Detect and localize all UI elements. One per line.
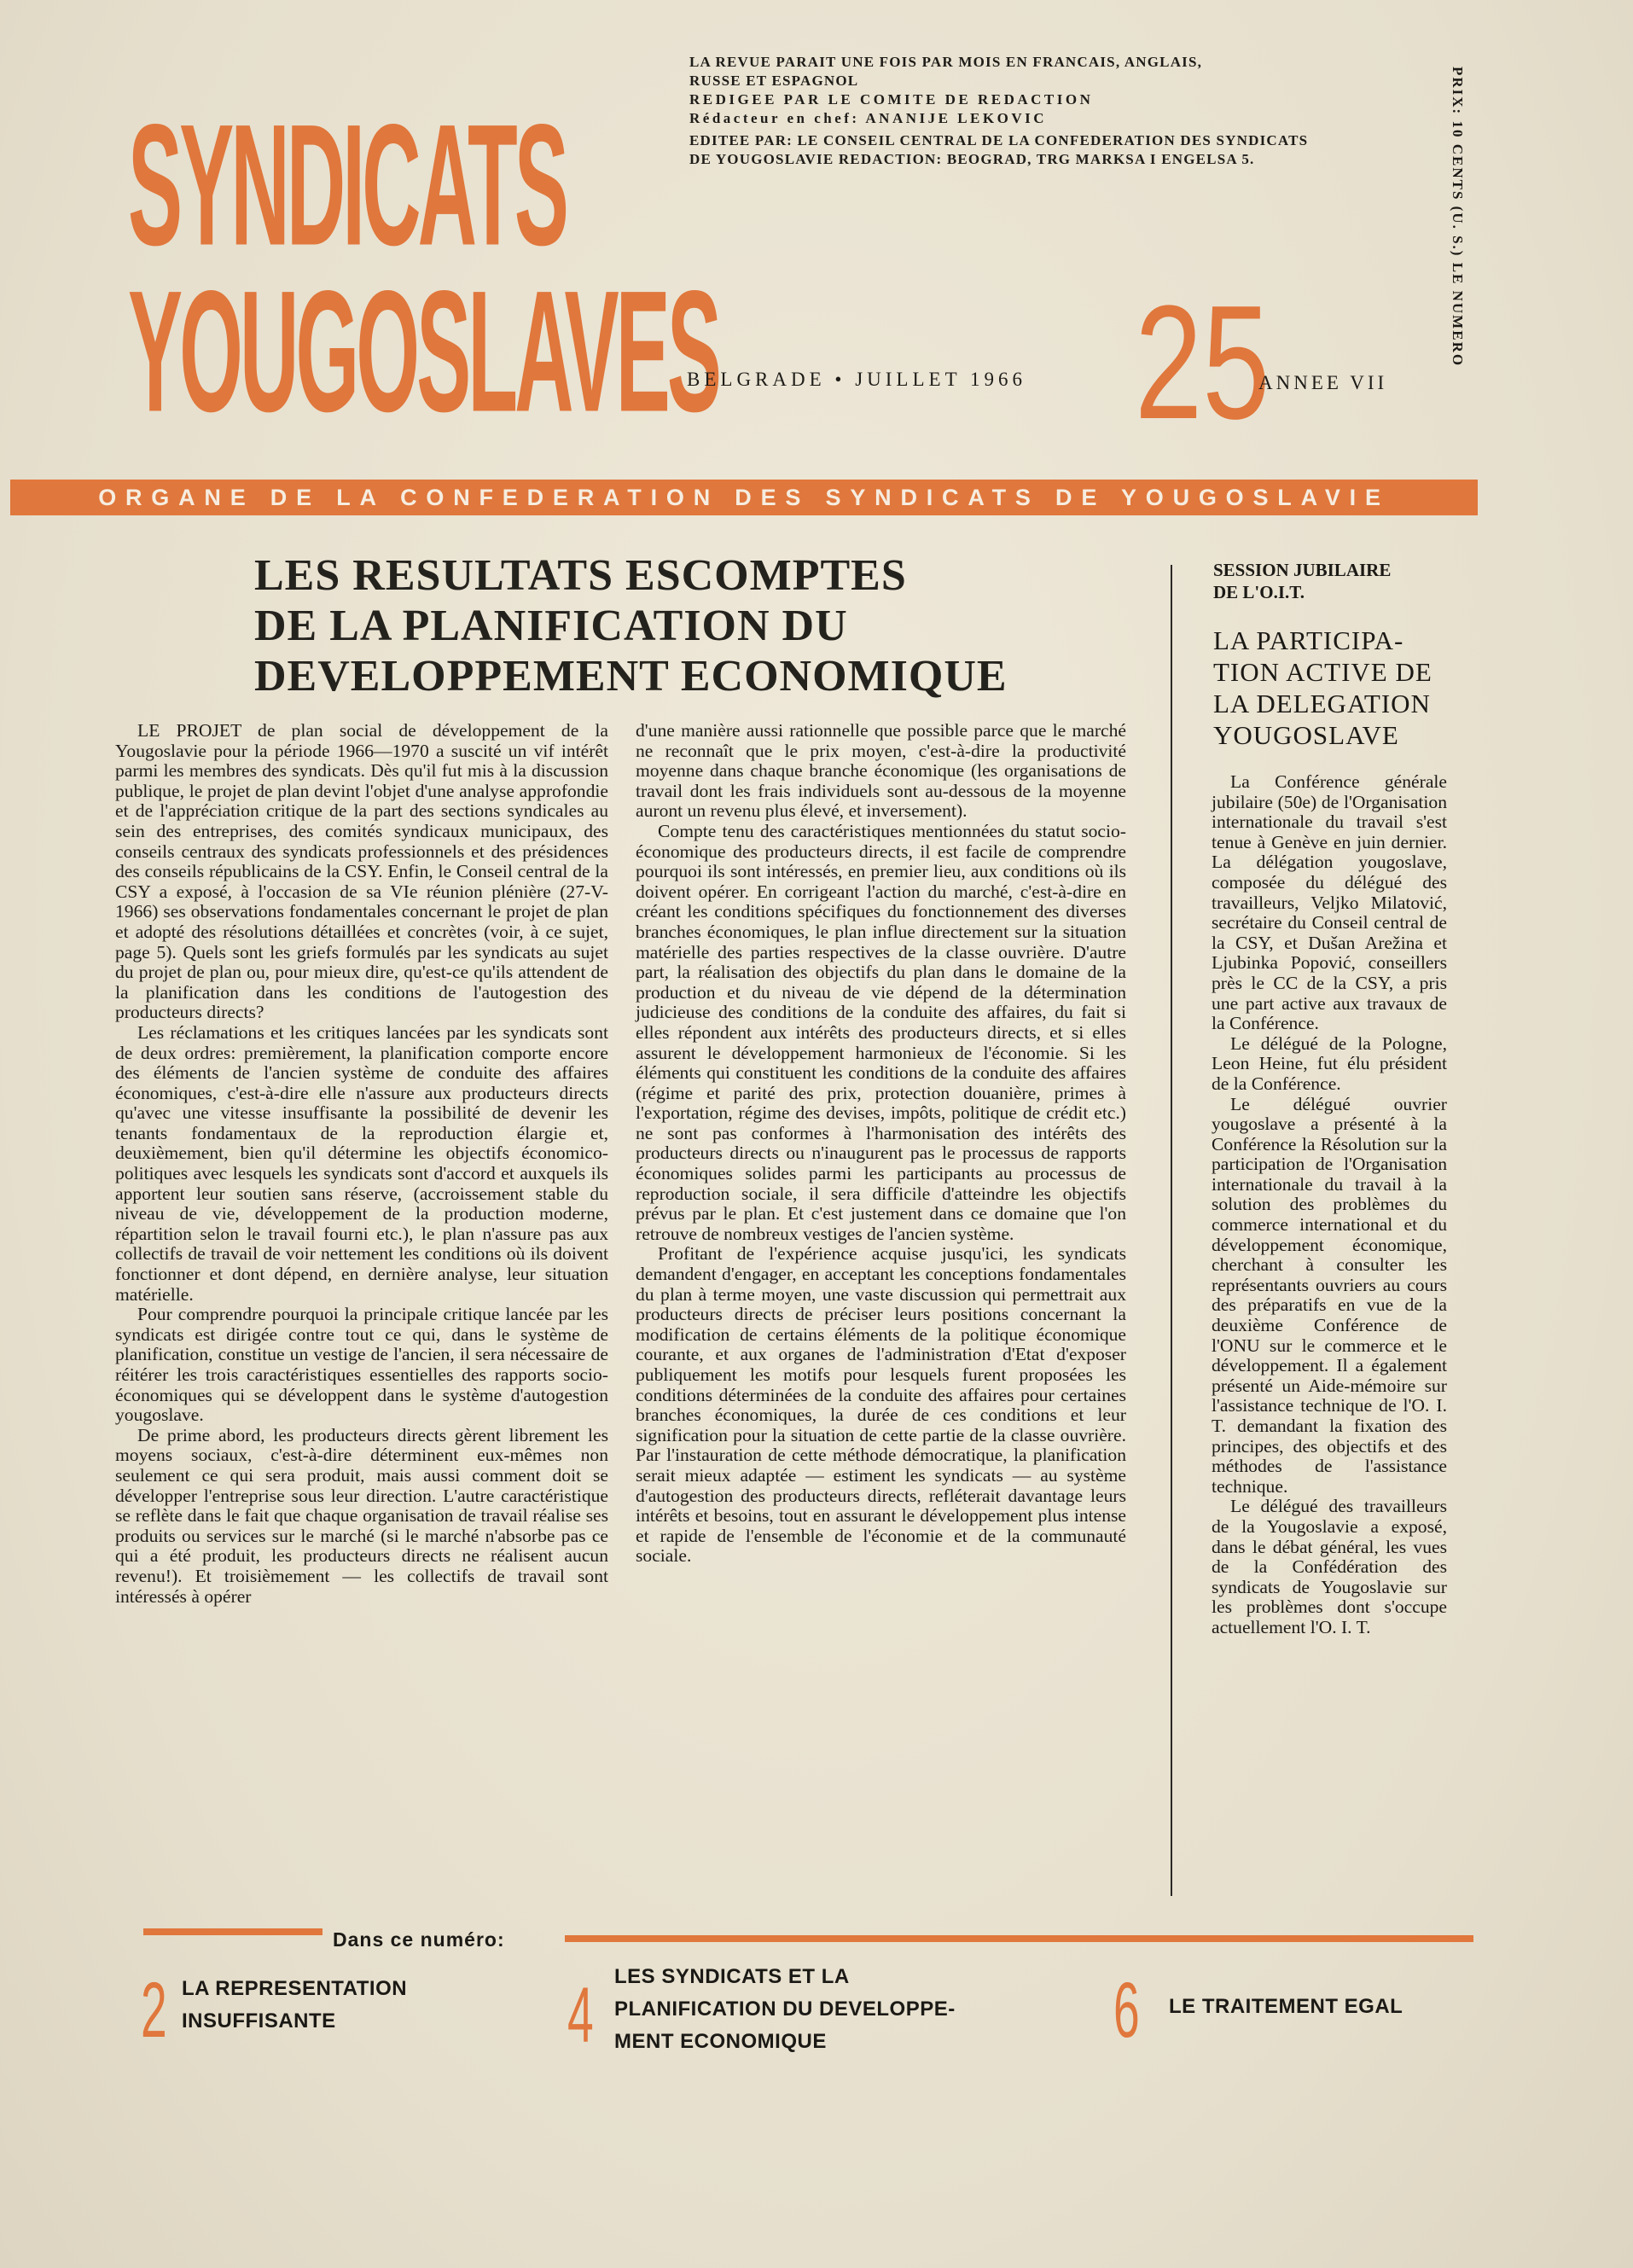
info-line: RUSSE ET ESPAGNOL <box>689 73 859 89</box>
paragraph: Les réclamations et les critiques lancées par les syndicats sont de deux ordres: premièrement, la planification comporte encore des éléments de l'ancien système de conduite des affaires économiques, c'est-à-dire elle n'assure aux producteurs directs qu'avec une vitesse insuffisante la possibilité de devenir les tenants fondamentaux de la reproduction élargie et, deuxièmement, bien qu'il détermine les objectifs économico-politiques avec lesquels les syndicats sont d'accord et auxquels ils apportent leur soutien sans réserve, (accroissement stable du niveau de vie, développement de la production moderne, répartition selon le travail fourni etc.), le plan n'assure pas aux collectifs de travail de voir nettement les conditions où ils doivent fonctionner et dont dépend, en dernière analyse, leur situation matérielle. <box>115 1021 608 1305</box>
info-line: LA REVUE PARAIT UNE FOIS PAR MOIS EN FRANCAIS, ANGLAIS, <box>689 54 1203 70</box>
paragraph: Pour comprendre pourquoi la principale critique lancée par les syndicats est dirigée contre tout ce qui, dans le système de planification, constitue un vestige de l'ancien, il sera nécessaire de réitérer les trois caractéristiques essentielles des rapports socio-économiques qui se développent dans le système d'autogestion yougoslave. <box>115 1304 608 1426</box>
headline-line: LES RESULTATS ESCOMPTES <box>254 551 907 600</box>
sidebar-kicker <box>1213 559 1444 603</box>
sidebar-headline-line: LA DELEGATION <box>1213 689 1431 718</box>
article-headline <box>254 550 1022 701</box>
article-column-2 <box>636 721 1126 1567</box>
dateline: BELGRADE • JUILLET 1966 <box>687 369 1026 390</box>
paragraph: Compte tenu des caractéristiques mentionnées du statut socio-économique des producteurs directs, il est facile de comprendre pourquoi ils sont intéressés, en premier lieu, aux conditions où ils doivent opérer. En corrigeant l'action du marché, c'est-à-dire en créant les conditions spécifiques du fonctionnement des diverses branches économiques, le plan influe directement sur la situation matérielle des parties respectives de la classe ouvrière. D'autre part, la réalisation des objectifs du plan dans le domaine de la production et du niveau de vie dépend de la détermination judicieuse des conditions de la conduite des affaires, du fait si elles répondent aux intérêts des producteurs directs, et si elles assurent le développement harmonieux de l'économie. Si les éléments qui constituent les conditions de la conduite des affaires (régime et parité des prix, protection douanière, primes à l'exportation, régime des devises, impôts, politique de crédit etc.) ne sont pas conformes à l'harmonisation des intérêts des producteurs directs ou n'inaugurent pas le processus de rapports économiques solides parmi les participants au processus de reproduction sociale, il sera difficile d'atteindre les objectifs prévus par le plan. Et c'est justement dans ce domaine que l'on retrouve de nombreux vestiges de l'ancien système. <box>636 820 1126 1244</box>
toc-title-line: LA REPRESENTATION <box>182 1977 408 2000</box>
info-line: EDITEE PAR: LE CONSEIL CENTRAL DE LA CONFEDERATION DES SYNDICATS <box>689 132 1309 148</box>
masthead-info <box>689 53 1423 169</box>
toc-title-line: LE TRAITEMENT EGAL <box>1169 1995 1403 2018</box>
toc-rule-left <box>143 1928 323 1935</box>
issue-number: 25 <box>1135 272 1270 453</box>
info-line: DE YOUGOSLAVIE REDACTION: BEOGRAD, TRG MARKSA I ENGELSA 5. <box>689 151 1255 167</box>
toc-title-line: INSUFFISANTE <box>182 2009 336 2032</box>
toc-title-line: PLANIFICATION DU DEVELOPPE- <box>614 1998 956 2021</box>
organ-band: ORGANE DE LA CONFEDERATION DES SYNDICATS DE YOUGOSLAVIE <box>10 480 1478 515</box>
article-column-1 <box>115 721 608 1607</box>
masthead-title-line2: YOUGOSLAVES <box>128 253 719 448</box>
headline-line: DEVELOPPEMENT ECONOMIQUE <box>254 652 1008 701</box>
column-divider <box>1171 565 1172 1896</box>
paragraph: Profitant de l'expérience acquise jusqu'ici, les syndicats demandent d'engager, en acceptant les conceptions fondamentales du plan à terme moyen, une vaste discussion qui permettrait aux producteurs directs de préciser leurs positions concernant la modification de certains éléments de la politique économique courante, et aux organes de l'administration d'Etat d'exposer publiquement les motifs pour lesquels furent proposées les conditions déterminées de la conduite des affaires pour certaines branches économiques, la durée de ces conditions et leur signification pour la situation de cette partie de la classe ouvrière. Par l'instauration de cette méthode démocratique, la planification serait mieux adaptée — estiment les syndicats — au système d'autogestion des producteurs directs, refléterait davantage leurs intérêts et besoins, tout en assurant le développement plus intense et rapide de l'ensemble de l'économie et de la communauté sociale. <box>636 1243 1126 1567</box>
paragraph: Le délégué des travailleurs de la Yougoslavie a exposé, dans le débat général, les vues de la Confédération des syndicats de Yougoslavie sur les problèmes dont s'occupe actuellement l'O. I. T. <box>1212 1496 1447 1637</box>
toc-page-number: 6 <box>1113 1967 1140 2054</box>
toc-page-number: 4 <box>567 1972 594 2059</box>
annee: ANNEE VII <box>1258 372 1388 393</box>
info-line: REDIGEE PAR LE COMITE DE REDACTION <box>689 91 1094 108</box>
sidebar-headline-line: YOUGOSLAVE <box>1213 720 1399 750</box>
paragraph: De prime abord, les producteurs directs gèrent librement les moyens sociaux, c'est-à-dire déterminent eux-mêmes non seulement ce qui sera produit, mais aussi comment doit se développer l'entreprise sous leur direction. L'autre caractéristique se reflète dans le fait que chaque organisation de travail réalise ses produits ou services sur le marché (si le marché n'absorbe pas ce qui a été produit, les producteurs directs ne réalisent aucun revenu!). Et troisièmement — les collectifs de travail sont intéressés à opérer <box>115 1424 608 1607</box>
headline-line: DE LA PLANIFICATION DU <box>254 602 848 650</box>
paragraph: d'une manière aussi rationnelle que possible parce que le marché ne reconnaît que le prix moyen, c'est-à-dire la productivité moyenne dans chaque branche économique (les organisations de travail dont les frais individuels sont au-dessous de la moyenne auront un revenu plus élevé, et inversement). <box>636 720 1126 822</box>
paragraph: LE PROJET de plan social de développement de la Yougoslavie pour la période 1966—1970 a suscité un vif intérêt parmi les membres des syndicats. Dès qu'il fut mis à la discussion publique, le projet de plan devint l'objet d'une analyse approfondie et de l'appréciation critique de la part des sections syndicales au sein des entreprises, des comités syndicaux municipaux, des conseils centraux des syndicats professionnels et des présidences des conseils républicains de la CSY. Enfin, le Conseil central de la CSY a exposé, à l'occasion de sa VIe réunion plénière (27-V-1966) ses observations fondamentales concernant le projet de plan et adopté des résolutions détaillées et concrètes (voir, à ce sujet, page 5). Quels sont les griefs formulés par les syndicats au sujet du projet de plan ou, pour mieux dire, qu'est-ce qu'ils attendent de la planification dans les conditions de l'autogestion des producteurs directs? <box>115 720 608 1023</box>
paragraph: Le délégué de la Pologne, Leon Heine, fut élu président de la Conférence. <box>1212 1032 1447 1094</box>
toc-title-line: MENT ECONOMIQUE <box>614 2030 827 2053</box>
toc-rule-right <box>565 1935 1473 1942</box>
toc-page-number: 2 <box>141 1967 167 2054</box>
kicker-line: DE L'O.I.T. <box>1213 582 1305 602</box>
masthead-logo <box>128 87 719 448</box>
masthead-title-line1: SYNDICATS <box>128 87 567 282</box>
sidebar-body <box>1212 772 1447 1638</box>
price-label: PRIX: 10 CENTS (U. S.) LE NUMERO <box>1450 67 1466 368</box>
sidebar-headline-line: LA PARTICIPA- <box>1213 625 1404 655</box>
sidebar-headline-line: TION ACTIVE DE <box>1213 657 1433 687</box>
paragraph: Le délégué ouvrier yougoslave a présenté à la Conférence la Résolution sur la participation de l'Organisation internationale du travail à la solution des problèmes du commerce international et du développement économique, cherchant à consulter les représentants ouvriers au cours des préparatifs en vue de la deuxième Conférence de l'ONU sur le commerce et le développement. Il a également présenté un Aide-mémoire sur l'assistance technique de l'O. I. T. demandant la fixation des principes, des objectifs et des méthodes de l'assistance technique. <box>1212 1093 1447 1497</box>
kicker-line: SESSION JUBILAIRE <box>1213 560 1392 580</box>
paragraph: La Conférence générale jubilaire (50e) de l'Organisation internationale du travail s'est tenue à Genève en juin dernier. La délégation yougoslave, composée du délégué des travailleurs, Veljko Milatović, secrétaire du Conseil central de la CSY, et Dušan Arežina et Ljubinka Popović, conseillers près le CC de la CSY, a pris une part active aux travaux de la Conférence. <box>1212 771 1447 1034</box>
toc-label: Dans ce numéro: <box>333 1928 505 1951</box>
sidebar-headline <box>1213 625 1469 751</box>
toc-title-line: LES SYNDICATS ET LA <box>614 1965 850 1988</box>
info-line: Rédacteur en chef: ANANIJE LEKOVIC <box>689 110 1048 126</box>
